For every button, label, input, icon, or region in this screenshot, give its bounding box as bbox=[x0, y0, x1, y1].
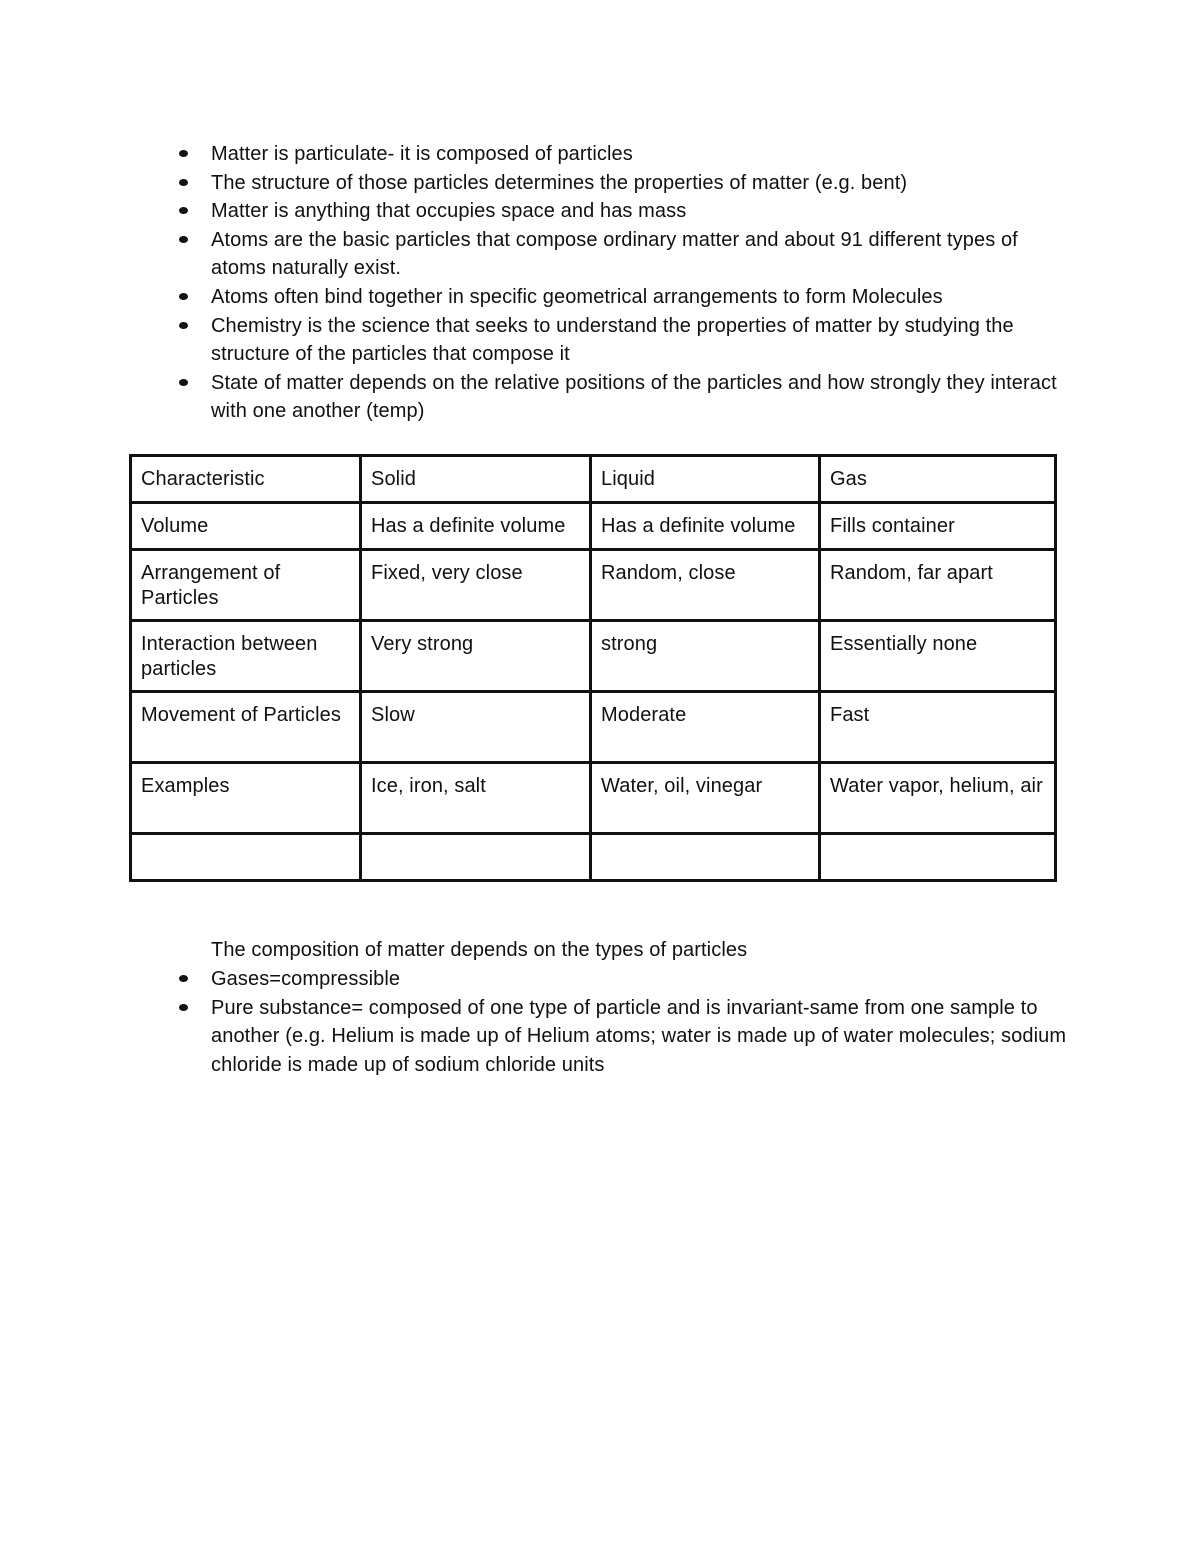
bullet-dot-icon bbox=[179, 1004, 188, 1011]
bullet-text: The structure of those particles determines the properties of matter (e.g. bent) bbox=[211, 171, 908, 194]
intro-bullet-list bbox=[129, 140, 1069, 426]
table-row-empty bbox=[131, 834, 1056, 881]
bullet-text: State of matter depends on the relative positions of the particles and how strongly they interact with one another (temp) bbox=[211, 371, 1057, 423]
bullet-dot-icon bbox=[179, 150, 188, 157]
table-cell: Movement of Particles bbox=[131, 692, 361, 763]
bullet-dot-icon bbox=[179, 207, 188, 214]
bullet-dot-icon bbox=[179, 179, 188, 186]
bullet-text: Pure substance= composed of one type of particle and is invariant-same from one sample to another (e.g. Helium is made up of Helium atoms; water is made up of water molecules; sodium chloride is made up of sodium chloride units bbox=[211, 996, 1067, 1076]
composition-bullet-list bbox=[129, 965, 1069, 1079]
table-cell: Fast bbox=[820, 692, 1056, 763]
table-cell: Fixed, very close bbox=[361, 550, 591, 621]
composition-paragraph: The composition of matter depends on the types of particles bbox=[211, 939, 748, 961]
table-cell: strong bbox=[591, 621, 820, 692]
bullet-text: Gases=compressible bbox=[211, 968, 401, 990]
table-row bbox=[131, 621, 1056, 692]
table-cell: Water, oil, vinegar bbox=[591, 763, 820, 834]
bullet-item bbox=[129, 965, 1069, 994]
table-cell: Random, far apart bbox=[820, 550, 1056, 621]
table-cell: Moderate bbox=[591, 692, 820, 763]
bullet-item bbox=[129, 140, 1069, 169]
bullet-item bbox=[129, 197, 1069, 226]
table-cell bbox=[591, 834, 820, 881]
table-cell: Gas bbox=[820, 456, 1056, 503]
table-cell: Solid bbox=[361, 456, 591, 503]
table-cell: Has a definite volume bbox=[361, 503, 591, 550]
table-row bbox=[131, 763, 1056, 834]
bullet-item bbox=[129, 369, 1069, 426]
bullet-item bbox=[129, 226, 1069, 283]
table-cell bbox=[820, 834, 1056, 881]
bullet-item bbox=[129, 169, 1069, 198]
table-cell: Essentially none bbox=[820, 621, 1056, 692]
bullet-dot-icon bbox=[179, 322, 188, 329]
table-cell: Ice, iron, salt bbox=[361, 763, 591, 834]
bullet-item bbox=[129, 283, 1069, 312]
bullet-dot-icon bbox=[179, 975, 188, 982]
table-cell: Slow bbox=[361, 692, 591, 763]
table-row bbox=[131, 692, 1056, 763]
table-cell: Characteristic bbox=[131, 456, 361, 503]
bullet-dot-icon bbox=[179, 379, 188, 386]
table-row bbox=[131, 550, 1056, 621]
bullet-item bbox=[129, 994, 1069, 1080]
table-cell: Very strong bbox=[361, 621, 591, 692]
table-cell: Has a definite volume bbox=[591, 503, 820, 550]
table-cell bbox=[131, 834, 361, 881]
table-cell bbox=[361, 834, 591, 881]
bullet-text: Matter is anything that occupies space and has mass bbox=[211, 200, 687, 223]
bullet-dot-icon bbox=[179, 236, 188, 243]
states-of-matter-table bbox=[129, 454, 1057, 882]
table-cell: Water vapor, helium, air bbox=[820, 763, 1056, 834]
table-cell: Fills container bbox=[820, 503, 1056, 550]
table-header-row bbox=[131, 456, 1056, 503]
table-cell: Random, close bbox=[591, 550, 820, 621]
bullet-text: Atoms are the basic particles that compose ordinary matter and about 91 different types of atoms naturally exist. bbox=[211, 228, 1018, 280]
table-row bbox=[131, 503, 1056, 550]
bullet-item bbox=[129, 312, 1069, 369]
table-cell: Interaction between particles bbox=[131, 621, 361, 692]
bullet-text: Chemistry is the science that seeks to understand the properties of matter by studying the structure of the particles that compose it bbox=[211, 314, 1014, 366]
bullet-text: Matter is particulate- it is composed of particles bbox=[211, 143, 633, 165]
table-cell: Volume bbox=[131, 503, 361, 550]
bullet-text: Atoms often bind together in specific geometrical arrangements to form Molecules bbox=[211, 285, 943, 308]
table-cell: Liquid bbox=[591, 456, 820, 503]
table-cell: Examples bbox=[131, 763, 361, 834]
table-cell: Arrangement of Particles bbox=[131, 550, 361, 621]
bullet-dot-icon bbox=[179, 293, 188, 300]
